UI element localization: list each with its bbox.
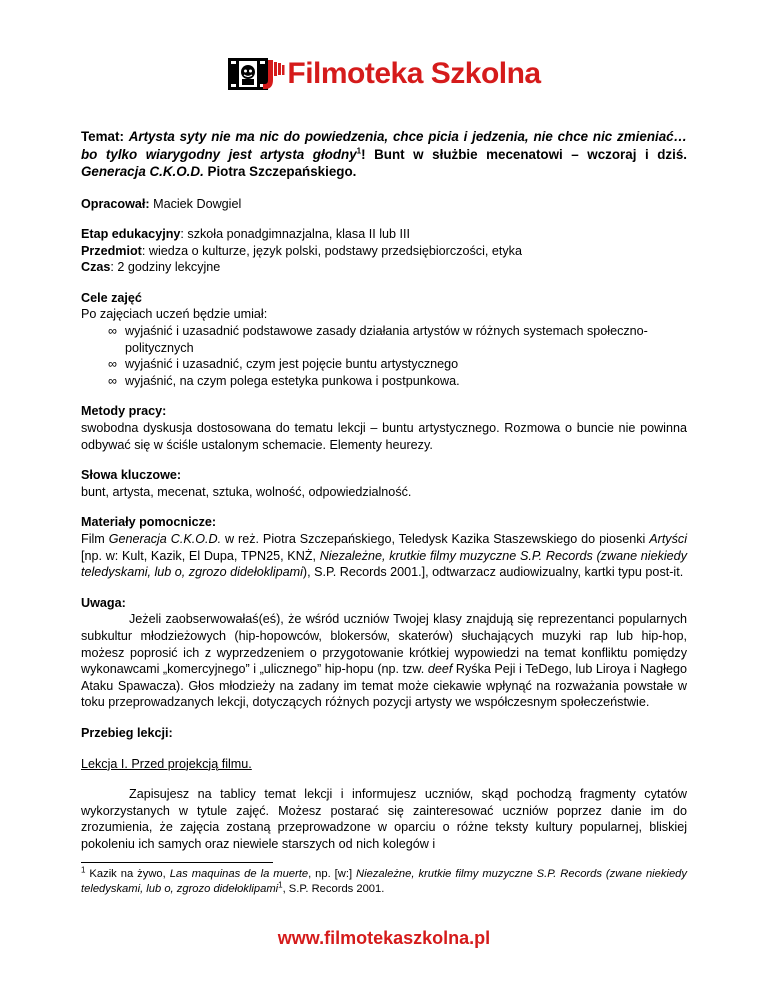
keywords-heading: Słowa kluczowe: xyxy=(81,468,182,483)
author-line xyxy=(81,196,687,213)
keywords-text: bunt, artysta, mecenat, sztuka, wolność, odpowiedzialność. xyxy=(81,484,412,499)
methods-heading: Metody pracy: xyxy=(81,404,167,419)
goals-intro: Po zajęciach uczeń będzie umiał: xyxy=(81,307,268,322)
goal-item: ∞ wyjaśnić i uzasadnić podstawowe zasady działania artystów w różnych systemach społeczno-politycznych xyxy=(108,324,648,355)
topic-label: Temat: xyxy=(81,129,129,144)
goals-section xyxy=(81,290,687,390)
goal-item: ∞ wyjaśnić i uzasadnić, czym jest pojęcie buntu artystycznego xyxy=(108,357,459,372)
materials-text: Film Generacja C.K.O.D. w reż. Piotra Szczepańskiego, Teledysk Kazika Staszewskiego do piosenki Artyści [np. w: Kult, Kazik, El Dupa, TPN25, KNŻ, Niezależne, krutkie filmy muzyczne S.P. Records (zwane niekiedy teledyskami, lub o, zgrozo didełoklipami), S.P. Records 2001.], odtwarzacz audiowizualny, kartki typu post-it. xyxy=(81,532,687,580)
course-heading: Przebieg lekcji: xyxy=(81,725,173,740)
document-body xyxy=(81,128,687,897)
footnote-ref: 1 xyxy=(356,146,362,156)
film-title: Generacja C.K.O.D. xyxy=(81,164,204,179)
lesson-1-text: Zapisujesz na tablicy temat lekcji i informujesz uczniów, skąd pochodzą fragmenty cytatów wykorzystanych w tytule zajęć. Możesz postarać się zainteresować uczniów poprzez danie im do zrozumienia, że zajęcia zostaną przeprowadzone w oparciu o różne teksty kultury popularnej, bliskiej pokoleniu ich samych oraz niewiele starszych od nich kolegów i xyxy=(81,787,687,851)
footnote: $^1$ Kazik na żywo, Las maquinas de la muerte, np. [w:] Niezależne, krutkie filmy muzyczne S.P. Records (zwane niekiedy teledyskami, lub o, zgrozo didełoklipami$^1$, S.P. Records 2001. xyxy=(81,864,687,895)
author-name: Maciek Dowgiel xyxy=(149,196,242,211)
lesson-topic xyxy=(81,128,687,181)
topic-director: Piotra Szczepańskiego. xyxy=(203,164,357,179)
methods-text: swobodna dyskusja dostosowana do tematu lekcji – buntu artystycznego. Rozmowa o buncie nie powinna odbywać się w ściśle ustalonym schemacie. Elementy heurezy. xyxy=(81,421,687,452)
meta-subject: Przedmiot: wiedza o kulturze, język polski, podstawy przedsiębiorczości, etyka xyxy=(81,243,522,258)
note-heading: Uwaga: xyxy=(81,595,126,610)
meta-time: Czas: 2 godziny lekcyjne xyxy=(81,260,221,275)
topic-rest: ! Bunt w służbie mecenatowi – wczoraj i dziś. xyxy=(361,146,688,162)
infinity-bullet-icon: ∞ xyxy=(108,373,117,388)
goals-heading: Cele zajęć xyxy=(81,290,142,305)
topic-quote: Artysta syty nie ma nic do powiedzenia, chce picia i jedzenia, nie chce nic zmieniać… bo tylko wiarygodny jest artysta głodny xyxy=(81,129,688,162)
keywords-section xyxy=(81,467,687,500)
footnote-number: 1 xyxy=(81,864,86,874)
header-logo xyxy=(0,56,768,92)
methods-section xyxy=(81,403,687,453)
brand-name: Filmoteka Szkolna xyxy=(287,57,541,90)
lesson-meta xyxy=(81,226,687,276)
goal-item: ∞ wyjaśnić, na czym polega estetyka punkowa i postpunkowa. xyxy=(108,373,460,388)
footnote-divider xyxy=(81,862,273,863)
infinity-bullet-icon: ∞ xyxy=(108,324,117,339)
lesson-1-heading: Lekcja I. Przed projekcją filmu. xyxy=(81,756,252,771)
filmoteka-logo-icon xyxy=(227,56,285,92)
footer-url: www.filmotekaszkolna.pl xyxy=(277,928,491,948)
author-label: Opracował: xyxy=(81,196,150,211)
materials-heading: Materiały pomocnicze: xyxy=(81,515,217,530)
infinity-bullet-icon: ∞ xyxy=(108,357,117,372)
materials-section xyxy=(81,514,687,580)
goals-list xyxy=(81,323,687,389)
meta-stage: Etap edukacyjny: szkoła ponadgimnazjalna, klasa II lub III xyxy=(81,227,411,242)
note-text: Jeżeli zaobserwowałaś(eś), że wśród uczniów Twojej klasy znajdują się reprezentanci popularnych subkultur młodzieżowych (hip-hopowców, blokersów, skaterów) słuchających muzyki rap lub hip-hop, możesz poprosić ich z wyprzedzeniem o przygotowanie krótkiej wypowiedzi na temat konfliktu pomiędzy wykonawcami „komercyjnego” i „ulicznego” hip-hopu (np. tzw. deef Ryśka Peji i TeDego, lub Liroya i Nagłego Ataku Spawacza). Głos młodzieży na zadany im temat może ciekawie wpłynąć na rozważania powstałe w toku przeprowadzanych lekcji, dotyczących różnych pozycji artysty we współczesnym społeczeństwie. xyxy=(81,612,687,710)
note-section xyxy=(81,595,687,711)
